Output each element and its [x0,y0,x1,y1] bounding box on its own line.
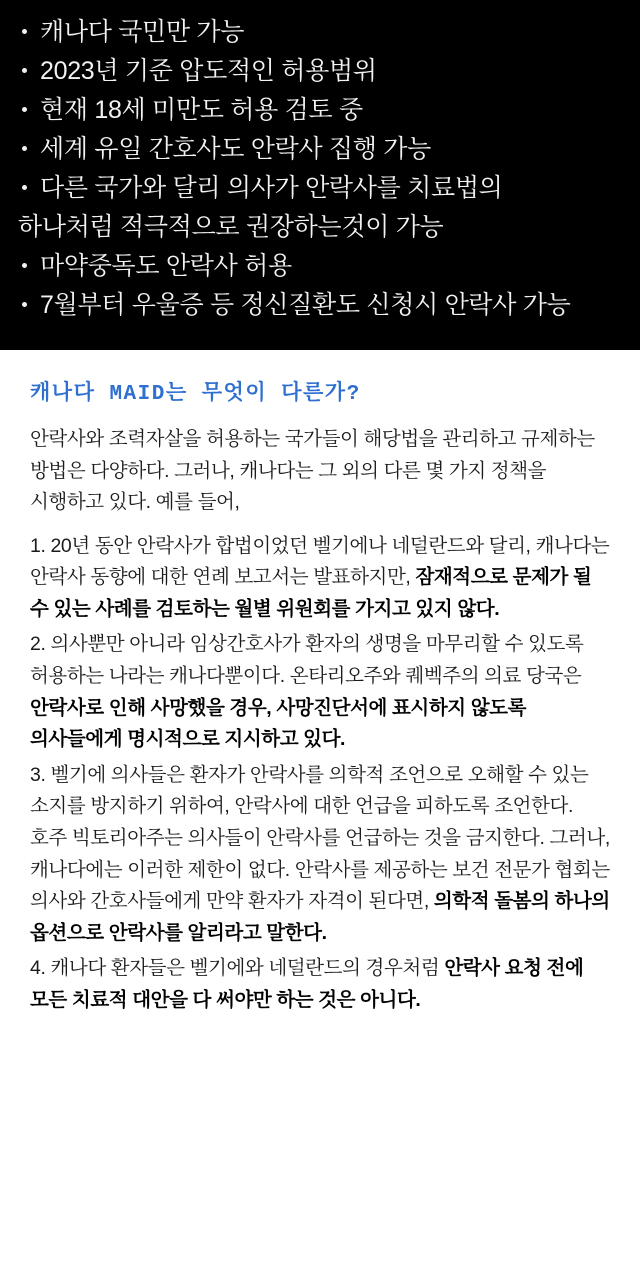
list-item [10,131,630,167]
article-body [0,350,640,1016]
bullet-dot-icon [22,107,27,112]
bullet-dot-icon [22,29,27,34]
item-2-text: 2. 의사뿐만 아니라 임상간호사가 환자의 생명을 마무리할 수 있도록 허용하는 나라는 캐나다뿐이다. 온타리오주와 퀘벡주의 의료 당국은 [30,633,584,688]
bullet-dot-icon [22,185,27,190]
list-item [10,287,630,323]
list-item [10,14,630,50]
article-item-2 [30,629,610,755]
item-1-emphasis: 잠재적으로 문제가 될 수 있는 사례를 검토하는 월별 위원회를 가지고 있지 않다. [30,566,592,620]
item-1-text: 1. 20년 동안 안락사가 합법이었던 벨기에나 네덜란드와 달리, 캐나다는 안락사 동향에 대한 연례 보고서는 발표하지만, [30,534,610,589]
article-item-1 [30,531,610,626]
list-item [10,92,630,128]
item-3-emphasis: 의학적 돌봄의 하나의 옵션으로 안락사를 알리라고 말한다. [30,890,610,944]
bullet-dot-icon [22,263,27,268]
bullet-text: 세계 유일 간호사도 안락사 집행 가능 [40,135,431,163]
article-intro-paragraph: 안락사와 조력자살을 허용하는 국가들이 해당법을 관리하고 규제하는 방법은 다양하다. 그러나, 캐나다는 그 외의 다른 몇 가지 정책을 시행하고 있다. 예를 들어, [30,428,595,514]
bullet-text: 다른 국가와 달리 의사가 안락사를 치료법의 [40,174,503,202]
item-4-emphasis: 안락사 요청 전에 모든 치료적 대안을 다 써야만 하는 것은 아니다. [30,957,584,1011]
bullet-dot-icon [22,68,27,73]
article-title: 캐나다 MAID는 무엇이 다른가? [30,383,361,406]
item-3-text: 3. 벨기에 의사들은 환자가 안락사를 의학적 조언으로 오해할 수 있는 소지를 방지하기 위하여, 안락사에 대한 언급을 피하도록 조언한다. 호주 빅토리아주는 의사들이 안락사를 언급하는 것을 금지한다. 그러나, 캐나다에는 이러한 제한이 없다. 안락사를 제공하는 보건 전문가 협회는 의사와 간호사들에게 만약 환자가 자격이 된다면, [30,763,610,913]
bullet-text: 현재 18세 미만도 허용 검토 중 [40,96,363,124]
item-2-emphasis: 안락사로 인해 사망했을 경우, 사망진단서에 표시하지 않도록 의사들에게 명시적으로 지시하고 있다. [30,696,527,751]
bullet-dot-icon [22,146,27,151]
list-item [10,248,630,284]
item-4-text: 4. 캐나다 환자들은 벨기에와 네덜란드의 경우처럼 [30,957,445,980]
list-item [10,170,630,206]
bullet-text: 하나처럼 적극적으로 권장하는것이 가능 [18,213,444,241]
article-item-3 [30,760,610,949]
bullet-text: 7월부터 우울증 등 정신질환도 신청시 안락사 가능 [40,291,571,319]
bullet-text: 마약중독도 안락사 허용 [40,252,292,280]
list-item-continuation [10,209,630,245]
article-item-4 [30,953,610,1016]
summary-panel [0,0,640,350]
bullet-text: 캐나다 국민만 가능 [40,18,245,46]
bullet-dot-icon [22,302,27,307]
summary-bullet-list [10,14,630,323]
bullet-text: 2023년 기준 압도적인 허용범위 [40,57,377,85]
list-item [10,53,630,89]
